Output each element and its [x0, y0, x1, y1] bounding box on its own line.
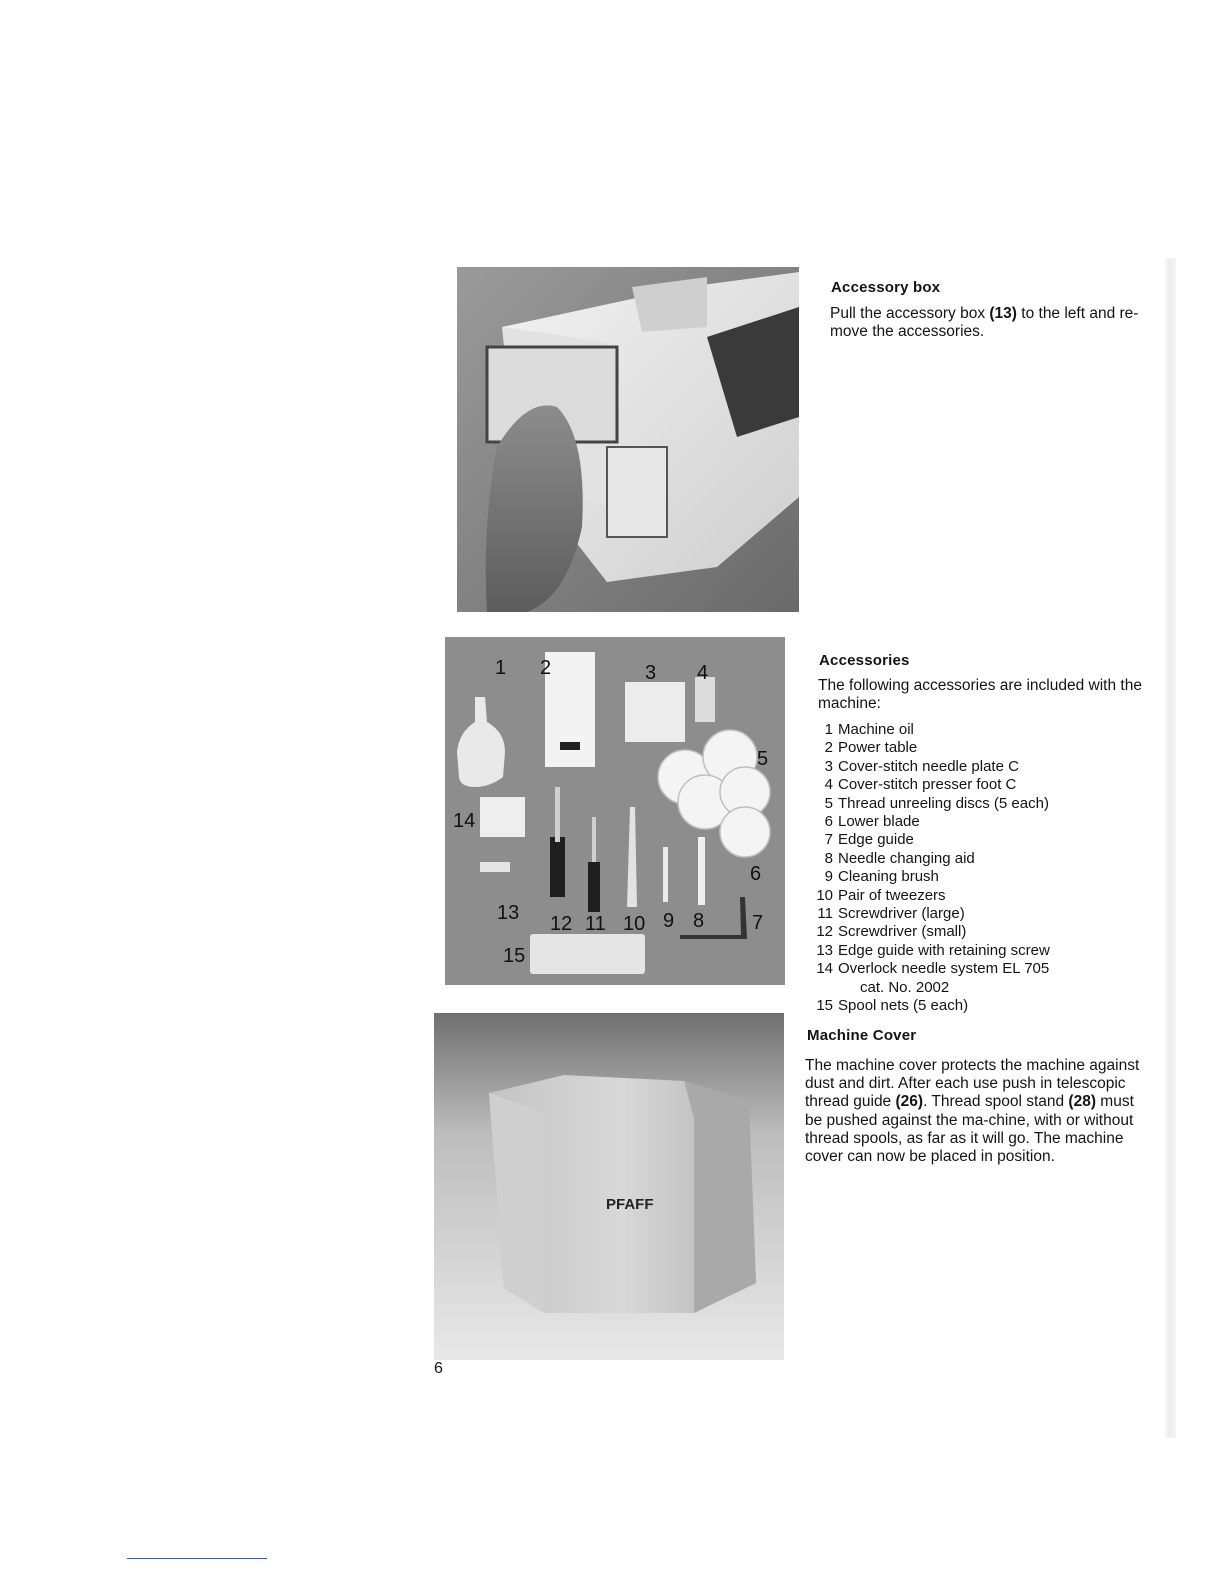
- accessory-number: 8: [824, 849, 833, 867]
- accessory-number: 15: [816, 997, 833, 1015]
- accessory-number: 2: [824, 739, 833, 757]
- label-6: 6: [750, 863, 762, 885]
- accessory-item: [808, 923, 1050, 941]
- label-8: 8: [693, 910, 705, 932]
- accessory-item: [808, 997, 1050, 1015]
- accessory-item: [808, 831, 1050, 849]
- edge-guide-screw: [480, 862, 510, 872]
- accessory-number: 1: [824, 721, 833, 738]
- screwdriver-small: [588, 862, 600, 912]
- machine-cover-text: The machine cover protects the machine against dust and dirt. After each use push in telescopic thread guide (26). Thread spool stand (28) must be pushed against the ma-chine, with or without thread spools, as far as it will go. The machine cover can now be placed in position.: [805, 1057, 1140, 1166]
- accessory-item: [808, 813, 1050, 831]
- needle-changing-aid: [698, 837, 705, 905]
- accessory-number: 12: [816, 923, 833, 941]
- label-2: 2: [540, 657, 552, 679]
- accessory-box-photo: [457, 267, 799, 612]
- accessory-label: Power table: [838, 739, 918, 757]
- accessory-label: Lower blade: [838, 813, 920, 831]
- accessory-label: Cleaning brush: [838, 868, 939, 886]
- accessory-number: 10: [816, 886, 833, 904]
- accessory-number: 4: [824, 776, 833, 794]
- spool-nets: [530, 934, 645, 974]
- cleaning-brush: [663, 847, 668, 902]
- accessories-photo: [445, 637, 785, 985]
- accessory-number: 5: [824, 794, 833, 812]
- accessory-item: [808, 887, 1050, 905]
- bottom-rule: [127, 1558, 267, 1559]
- accessory-label: Pair of tweezers: [838, 886, 946, 904]
- label-15: 15: [503, 945, 526, 967]
- accessories-list: [808, 721, 1050, 1016]
- label-5: 5: [757, 748, 769, 770]
- machine-cover-heading: Machine Cover: [807, 1027, 917, 1044]
- accessory-item: [808, 776, 1050, 794]
- accessory-item: [808, 905, 1050, 923]
- label-10: 10: [623, 913, 646, 935]
- label-12: 12: [550, 913, 573, 935]
- accessory-label: Screwdriver (large): [838, 905, 965, 923]
- accessory-number: 13: [816, 941, 833, 959]
- accessory-label: Machine oil: [838, 721, 914, 738]
- accessory-item: [808, 795, 1050, 813]
- accessory-number: 11: [817, 905, 833, 923]
- needle-pack: [480, 797, 525, 837]
- label-9: 9: [663, 910, 675, 932]
- accessory-item: [808, 942, 1050, 960]
- accessory-label: Thread unreeling discs (5 each): [838, 794, 1049, 812]
- page-number: 6: [434, 1360, 443, 1377]
- accessories-heading: Accessories: [819, 652, 910, 669]
- label-7: 7: [752, 912, 764, 934]
- accessory-item: [808, 721, 1050, 739]
- scan-edge-shadow: [1164, 258, 1176, 1438]
- label-4: 4: [697, 662, 709, 684]
- accessory-number: 7: [824, 831, 833, 849]
- label-1: 1: [495, 657, 507, 679]
- accessory-catalog-number: cat. No. 2002: [860, 978, 950, 996]
- cover-brand-label: PFAFF: [606, 1196, 654, 1213]
- label-11: 11: [585, 913, 606, 935]
- accessory-label: Cover-stitch needle plate C: [838, 757, 1019, 775]
- needle-plate: [625, 682, 685, 742]
- accessory-item: [808, 758, 1050, 776]
- screwdriver-large: [550, 837, 565, 897]
- accessory-item: [808, 739, 1050, 757]
- accessory-label: Cover-stitch presser foot C: [838, 776, 1017, 794]
- accessory-label: Spool nets (5 each): [838, 997, 969, 1015]
- accessory-label: Edge guide: [838, 831, 914, 849]
- label-13: 13: [497, 902, 520, 924]
- accessory-label: Screwdriver (small): [838, 923, 967, 941]
- accessory-number: 14: [816, 960, 833, 978]
- label-3: 3: [645, 662, 657, 684]
- label-14: 14: [453, 810, 476, 832]
- accessory-number: 9: [824, 868, 833, 886]
- accessory-label: Edge guide with retaining screw: [838, 941, 1050, 959]
- accessory-box-heading: Accessory box: [831, 279, 941, 296]
- accessory-number: 3: [824, 757, 833, 775]
- machine-cover-photo: [434, 1013, 784, 1360]
- accessory-item: [808, 960, 1050, 997]
- accessory-label: Needle changing aid: [838, 849, 975, 867]
- accessory-label: Overlock needle system EL 705: [838, 960, 1050, 978]
- accessory-item: [808, 868, 1050, 886]
- accessories-intro: The following accessories are included with the machine:: [818, 677, 1142, 712]
- accessory-box-text: Pull the accessory box (13) to the left and re-move the accessories.: [830, 305, 1139, 340]
- accessory-number: 6: [824, 813, 833, 831]
- accessory-item: [808, 850, 1050, 868]
